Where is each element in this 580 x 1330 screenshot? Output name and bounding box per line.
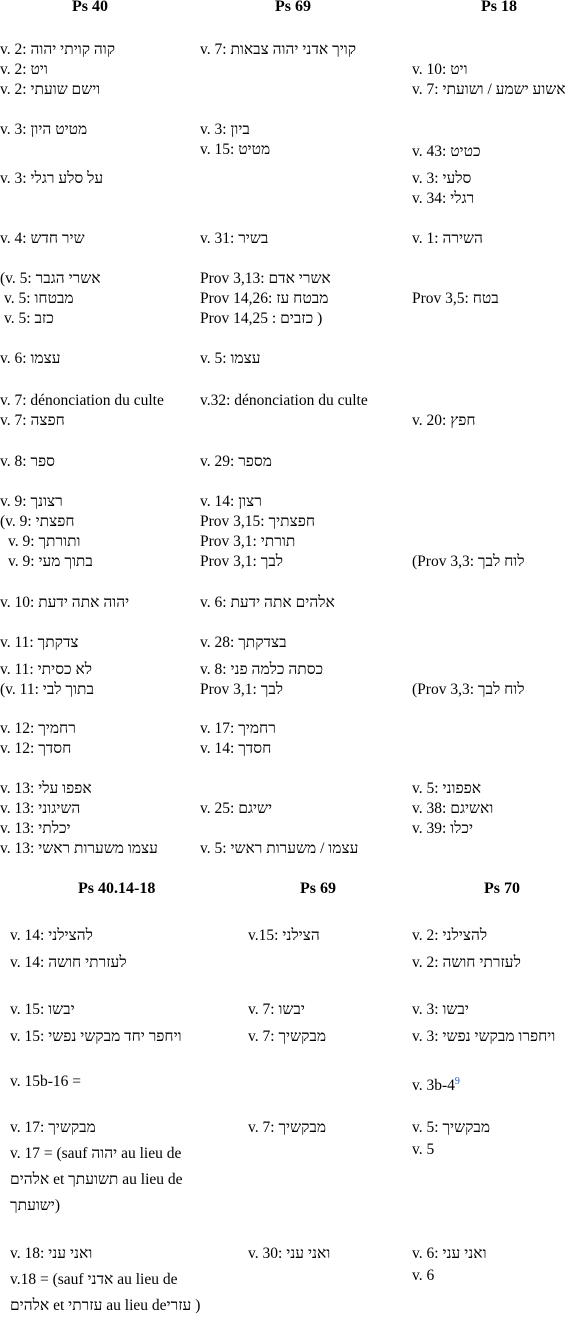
t1-c3-line: (Prov 3,3: לוח לבך (412, 681, 525, 698)
t1-c1-line: v. 9: ותורתך (8, 533, 81, 550)
t1-c2-line: Prov 14,26: מבטח עז (200, 290, 329, 307)
t1-c2-line: Prov 14,25 : כזבים ) (200, 310, 323, 327)
t2-c2-line: v. 7: מבקשיך (248, 1119, 327, 1136)
t1-c1-line: v. 9: רצונך (0, 493, 63, 510)
header-ps40-14-18: Ps 40.14-18 (78, 880, 156, 897)
t1-c2-line: v. 29: מספר (200, 453, 272, 470)
t1-c2-line: v. 6: אלהים אתה ידעת (200, 594, 335, 611)
t1-c2-line: Prov 3,1: לבך (200, 553, 284, 570)
t1-c2-line: v. 25: ישיגם (200, 800, 273, 817)
t1-c2-line: Prov 3,15: חפצתיך (200, 513, 316, 530)
t2-c1-note: v. 17 = (sauf יהוה au lieu de אלהים et תשועתך au lieu de ישועתך) (10, 1145, 183, 1214)
t1-c3-line: v. 43: כטיט (412, 143, 481, 160)
t2-c3-line: v. 6: ואני עני (412, 1245, 487, 1262)
t1-c2-line: v. 5: עצמו (200, 350, 261, 367)
t1-c2-line: v. 17: רחמיך (200, 720, 276, 737)
t1-c2-line: v. 8: כסתה כלמה פני (200, 661, 324, 678)
t1-c2-line: Prov 3,1: לבך (200, 681, 284, 698)
header-ps18: Ps 18 (481, 0, 517, 15)
t2-c3-line: v. 3: יבשו (412, 1001, 469, 1018)
t2-c1-line: v. 17: מבקשיך (10, 1119, 96, 1136)
t1-c2-line: v. 15: מטיט (200, 141, 271, 158)
t2-c3-line: v. 5: מבקשיך (412, 1119, 491, 1136)
t2-c2-line: v. 7: מבקשיך (248, 1028, 327, 1045)
t1-c2-line: Prov 3,13: אשרי אדם (200, 270, 331, 287)
t1-c3-line: v. 10: ויט (412, 61, 468, 78)
t1-c1-line: v. 5: כזב (4, 310, 54, 327)
t2-c3-line: v. 5 (412, 1141, 435, 1158)
t1-c2-line: v. 31: בשיר (200, 230, 269, 247)
t2-c1-line: v. 18: ואני עני (10, 1245, 93, 1262)
t1-c3-line: v. 38: ואשיגם (412, 800, 494, 817)
t1-c1-line: v. 6: עצמו (0, 350, 61, 367)
t2-c3-ref: v. 3b-4 (412, 1077, 455, 1095)
t1-c3-line: v. 20: חפץ (412, 412, 476, 429)
t2-c2-line: v. 7: יבשו (248, 1001, 305, 1018)
t1-c2-line: v. 3: ביון (200, 121, 250, 138)
t1-c2-line: v. 28: בצדקתך (200, 634, 287, 651)
t1-c2-line: v. 5: עצמו / משערות ראשי (200, 840, 359, 857)
t2-c2-line: v. 30: ואני עני (248, 1245, 331, 1262)
t1-c2-line: v. 14: רצון (200, 493, 262, 510)
t1-c1-line: v. 2: ויט (0, 61, 48, 78)
t1-c1-line: v. 4: שיר חדש (0, 230, 85, 247)
t1-c1-line: v. 12: רחמיך (0, 720, 76, 737)
t1-c3-line: v. 34: רגלי (412, 190, 475, 207)
t1-c1-line: v. 2: וישם שועתי (0, 81, 101, 98)
t1-c1-line: (v. 11: בתוך לבי (0, 681, 94, 698)
t1-c3-line: (Prov 3,3: לוח לבך (412, 553, 525, 570)
t1-c2-line: Prov 3,1: תורתי (200, 533, 296, 550)
header-ps69-b: Ps 69 (300, 880, 336, 897)
t2-c3-line: v. 6 (412, 1267, 435, 1284)
t2-c3-line: v. 3: ויחפרו מבקשי נפשי (412, 1028, 556, 1045)
t1-c3-line: v. 1: השירה (412, 230, 483, 247)
header-ps70: Ps 70 (484, 880, 520, 897)
t1-c1-line: v. 11: צדקתך (0, 634, 79, 651)
header-ps40: Ps 40 (72, 0, 108, 15)
t1-c1-line: v. 7: חפצה (0, 412, 65, 429)
t2-c1-line: v. 15b-16 = (10, 1073, 82, 1090)
t1-c1-line: (v. 5: אשרי הגבר (0, 270, 101, 287)
t1-c1-line: v. 3: מטיט היון (0, 121, 88, 138)
t1-c1-line: v. 12: חסדך (0, 740, 72, 757)
t1-c1-line: v. 11: לא כסיתי (0, 661, 93, 678)
t1-c1-line: v. 3: על סלע רגלי (0, 170, 104, 187)
t2-c1-line: v. 15: ויחפר יחד מבקשי נפשי (10, 1028, 182, 1045)
t2-c1-note: v.18 = (sauf אדני au lieu de אלהים et עזרתי au lieu deעזרי ) (10, 1271, 201, 1314)
t1-c2-line: v. 7: קויך אדני יהוה צבאות (200, 41, 357, 58)
t1-c3-line: Prov 3,5: בטח (412, 290, 499, 307)
t1-c2-line: v.32: dénonciation du culte (200, 392, 368, 409)
t2-c1-line: v. 14: להצילני (10, 927, 93, 944)
t2-c3-line: v. 2: לעזרתי חושה (412, 954, 521, 971)
header-ps69: Ps 69 (275, 0, 311, 15)
t1-c1-line: v. 10: יהוה אתה ידעת (0, 594, 130, 611)
footnote-link[interactable]: 9 (454, 1076, 460, 1087)
t2-c3-line: v. 2: להצילני (412, 927, 488, 944)
t1-c1-line: v. 2: קוה קויתי יהוה (0, 41, 116, 58)
t2-c1-line: v. 15: יבשו (10, 1001, 75, 1018)
t1-c1-line: v. 9: בתוך מעי (8, 553, 93, 570)
t2-c2-line: v.15: הצילני (248, 927, 320, 944)
t1-c3-line: v. 39: יכלו (412, 820, 474, 837)
t1-c1-line: v. 13: יכלתי (0, 820, 71, 837)
t1-c1-line: v. 13: אפפו עלי (0, 780, 92, 797)
t1-c1-line: v. 13: עצמו משערות ראשי (0, 840, 158, 857)
t1-c1-line: v. 5: מבטחו (4, 290, 74, 307)
t1-c3-line: v. 5: אפפוני (412, 780, 482, 797)
t1-c1-line: (v. 9: חפצתי (0, 513, 75, 530)
t1-c1-line: v. 7: dénonciation du culte (0, 392, 164, 409)
t1-c3-line: v. 7: אשוע ישמע / ושועתי (412, 81, 566, 98)
t2-c1-line: v. 14: לעזרתי חושה (10, 954, 127, 971)
t1-c1-line: v. 13: השיגוני (0, 800, 81, 817)
t1-c2-line: v. 14: חסדך (200, 740, 272, 757)
t1-c3-line: v. 3: סלעי (412, 170, 472, 187)
t1-c1-line: v. 8: ספר (0, 453, 55, 470)
t2-c3-line (412, 1073, 460, 1095)
